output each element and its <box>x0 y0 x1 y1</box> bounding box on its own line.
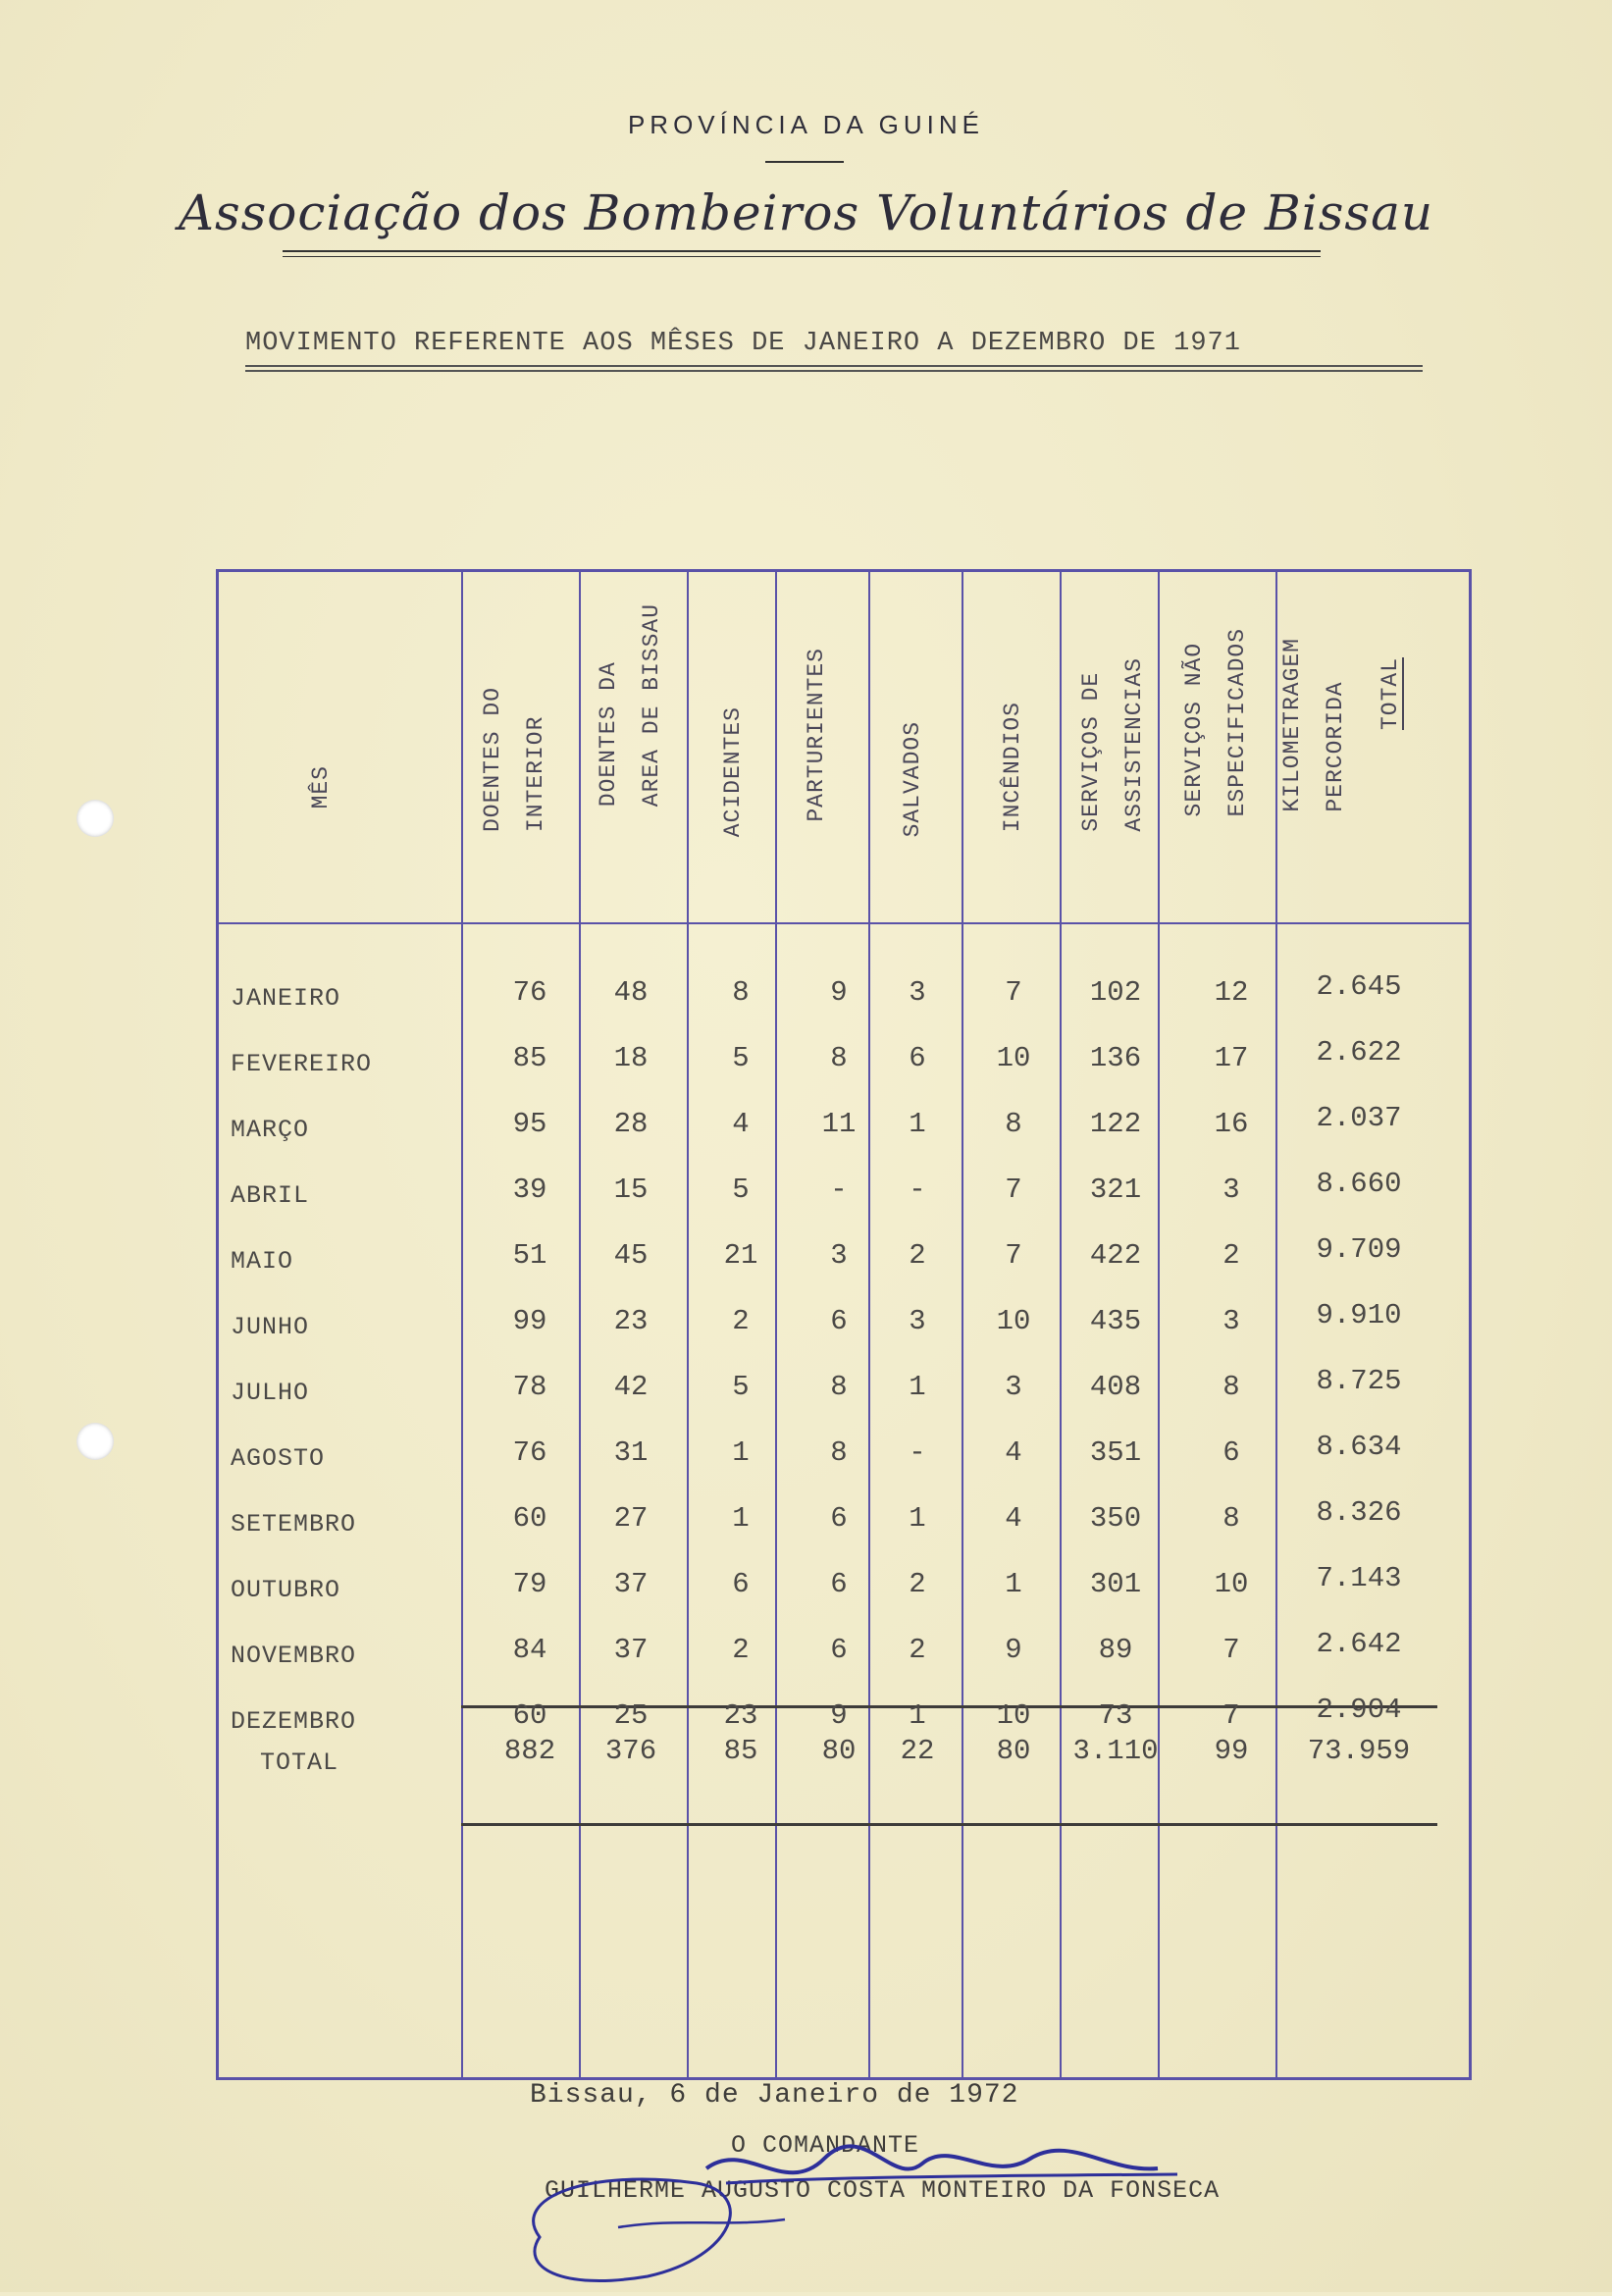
signatory-role: O COMANDANTE <box>731 2131 920 2160</box>
table-cell: 6 <box>830 1634 848 1666</box>
table-cell: 2 <box>909 1634 926 1666</box>
column-header-line: INTERIOR <box>523 715 548 833</box>
table-cell: 2.037 <box>1316 1102 1402 1134</box>
table-cell: 9 <box>1005 1634 1022 1666</box>
document-heading: MOVIMENTO REFERENTE AOS MÊSES DE JANEIRO A DEZEMBRO DE 1971 <box>245 329 1241 358</box>
signatory-name: GUILHERME AUGUSTO COSTA MONTEIRO DA FONSECA <box>545 2176 1221 2205</box>
table-header-divider <box>216 922 1472 924</box>
table-cell: 2.642 <box>1316 1628 1402 1660</box>
table-cell: 11 <box>821 1108 857 1140</box>
table-cell: 7 <box>1222 1634 1240 1666</box>
table-cell: - <box>830 1174 848 1206</box>
table-column-divider <box>461 569 463 2080</box>
table-cell: 7 <box>1005 976 1022 1009</box>
total-cell: 73.959 <box>1307 1735 1411 1767</box>
association-name: Associação dos Bombeiros Voluntários de Bissau <box>178 184 1434 241</box>
table-cell: 321 <box>1089 1174 1142 1206</box>
table-cell: 350 <box>1089 1502 1142 1535</box>
column-header <box>1369 657 1412 730</box>
letterhead-rule-thin <box>283 256 1321 257</box>
table-cell: 1 <box>1005 1568 1022 1600</box>
table-cell: 9 <box>830 976 848 1009</box>
table-cell: 1 <box>909 1502 926 1535</box>
table-cell: 51 <box>512 1239 547 1272</box>
table-cell: 8 <box>1005 1108 1022 1140</box>
table-cell: 6 <box>1222 1436 1240 1469</box>
table-cell: - <box>909 1174 926 1206</box>
table-cell: 21 <box>723 1239 758 1272</box>
punch-hole-bottom <box>77 1423 114 1460</box>
table-cell: 23 <box>723 1699 758 1732</box>
totals-label: TOTAL <box>260 1748 339 1777</box>
table-cell: 79 <box>512 1568 547 1600</box>
table-cell: 27 <box>613 1502 649 1535</box>
table-cell: 10 <box>996 1699 1031 1732</box>
table-cell: 3 <box>830 1239 848 1272</box>
total-cell: 99 <box>1214 1735 1249 1767</box>
province-rule <box>765 161 844 163</box>
total-cell: 85 <box>723 1735 758 1767</box>
table-cell: 102 <box>1089 976 1142 1009</box>
table-cell: 10 <box>996 1042 1031 1074</box>
table-cell: 122 <box>1089 1108 1142 1140</box>
column-header-line: ESPECIFICADOS <box>1224 628 1250 817</box>
table-cell: 5 <box>732 1042 750 1074</box>
table-cell: 9 <box>830 1699 848 1732</box>
table-cell: 351 <box>1089 1436 1142 1469</box>
totals-rule-bottom <box>461 1823 1437 1826</box>
table-cell: 9.910 <box>1316 1299 1402 1331</box>
column-header-line: SERVIÇOS DE <box>1078 671 1104 832</box>
table-cell: 89 <box>1098 1634 1133 1666</box>
total-cell: 80 <box>821 1735 857 1767</box>
table-cell: 8 <box>1222 1371 1240 1403</box>
table-cell: 3 <box>909 976 926 1009</box>
table-cell: 73 <box>1098 1699 1133 1732</box>
row-month-label: SETEMBRO <box>231 1510 357 1539</box>
column-header-line: SERVIÇOS NÃO <box>1181 642 1207 817</box>
table-cell: 435 <box>1089 1305 1142 1337</box>
table-cell: 76 <box>512 976 547 1009</box>
column-header <box>891 721 934 837</box>
column-header-line: ACIDENTES <box>720 706 746 838</box>
total-cell: 80 <box>996 1735 1031 1767</box>
table-cell: 25 <box>613 1699 649 1732</box>
table-cell: 3 <box>909 1305 926 1337</box>
table-cell: 5 <box>732 1174 750 1206</box>
table-cell: 7 <box>1222 1699 1240 1732</box>
row-month-label: AGOSTO <box>231 1444 326 1473</box>
table-cell: 2.645 <box>1316 970 1402 1003</box>
total-cell: 882 <box>503 1735 556 1767</box>
table-cell: 12 <box>1214 976 1249 1009</box>
total-cell: 22 <box>900 1735 935 1767</box>
table-cell: 7 <box>1005 1239 1022 1272</box>
table-cell: 1 <box>909 1371 926 1403</box>
table-cell: 10 <box>996 1305 1031 1337</box>
column-header-line: KILOMETRAGEM <box>1279 638 1305 812</box>
table-cell: 3 <box>1222 1174 1240 1206</box>
table-cell: 2 <box>1222 1239 1240 1272</box>
table-cell: 4 <box>732 1108 750 1140</box>
table-cell: 2 <box>909 1568 926 1600</box>
table-cell: 18 <box>613 1042 649 1074</box>
table-cell: 23 <box>613 1305 649 1337</box>
column-header-line: SALVADOS <box>900 721 925 838</box>
row-month-label: FEVEREIRO <box>231 1050 373 1078</box>
row-month-label: JULHO <box>231 1379 310 1407</box>
province-title: PROVÍNCIA DA GUINÉ <box>627 110 985 139</box>
table-cell: 45 <box>613 1239 649 1272</box>
table-cell: 136 <box>1089 1042 1142 1074</box>
total-cell: 3.110 <box>1072 1735 1159 1767</box>
heading-underline-double <box>245 370 1423 372</box>
column-header <box>795 648 838 822</box>
column-header <box>471 687 557 832</box>
punch-hole-top <box>77 800 114 837</box>
table-cell: 7 <box>1005 1174 1022 1206</box>
row-month-label: JANEIRO <box>231 984 341 1013</box>
row-month-label: MARÇO <box>231 1116 310 1144</box>
table-cell: 39 <box>512 1174 547 1206</box>
column-header <box>1069 657 1156 832</box>
column-header-line: DOENTES DO <box>480 687 505 833</box>
table-cell: 42 <box>613 1371 649 1403</box>
table-cell: 422 <box>1089 1239 1142 1272</box>
table-cell: 2.622 <box>1316 1036 1402 1069</box>
table-cell: 99 <box>512 1305 547 1337</box>
table-cell: 48 <box>613 976 649 1009</box>
table-cell: 10 <box>1214 1568 1249 1600</box>
table-cell: 31 <box>613 1436 649 1469</box>
row-month-label: OUTUBRO <box>231 1576 341 1604</box>
column-header-line: TOTAL <box>1378 657 1403 731</box>
table-cell: 5 <box>732 1371 750 1403</box>
table-cell: 1 <box>732 1436 750 1469</box>
column-header <box>587 603 673 807</box>
table-cell: 301 <box>1089 1568 1142 1600</box>
column-header <box>991 702 1034 832</box>
column-header-line: AREA DE BISSAU <box>639 603 664 808</box>
table-cell: 60 <box>512 1502 547 1535</box>
column-header <box>711 706 754 837</box>
row-month-label: DEZEMBRO <box>231 1707 357 1736</box>
table-cell: 8 <box>732 976 750 1009</box>
row-month-label: JUNHO <box>231 1313 310 1341</box>
letterhead-rule <box>283 250 1321 252</box>
table-cell: 7.143 <box>1316 1562 1402 1594</box>
table-cell: 4 <box>1005 1436 1022 1469</box>
table-cell: 8 <box>830 1436 848 1469</box>
table-cell: 37 <box>613 1634 649 1666</box>
table-cell: 2.904 <box>1316 1694 1402 1726</box>
table-cell: 408 <box>1089 1371 1142 1403</box>
column-header-line: PERCORIDA <box>1323 681 1348 812</box>
table-cell: 6 <box>830 1305 848 1337</box>
table-cell: 16 <box>1214 1108 1249 1140</box>
table-cell: 6 <box>830 1502 848 1535</box>
column-header-line: INCÊNDIOS <box>1000 702 1025 833</box>
table-cell: 8 <box>1222 1502 1240 1535</box>
table-cell: 8.660 <box>1316 1168 1402 1200</box>
month-column-header: MÊS <box>308 765 334 809</box>
table-cell: 8.634 <box>1316 1431 1402 1463</box>
table-cell: 78 <box>512 1371 547 1403</box>
column-header <box>1271 638 1357 812</box>
table-cell: 1 <box>732 1502 750 1535</box>
column-header <box>1172 628 1259 816</box>
table-cell: 60 <box>512 1699 547 1732</box>
handwritten-signature <box>500 2129 1207 2296</box>
table-cell: 2 <box>732 1305 750 1337</box>
table-cell: 1 <box>909 1699 926 1732</box>
table-cell: 2 <box>732 1634 750 1666</box>
table-cell: 85 <box>512 1042 547 1074</box>
table-cell: 6 <box>830 1568 848 1600</box>
table-cell: 84 <box>512 1634 547 1666</box>
table-cell: 37 <box>613 1568 649 1600</box>
row-month-label: NOVEMBRO <box>231 1642 357 1670</box>
row-month-label: MAIO <box>231 1247 294 1276</box>
table-cell: 3 <box>1005 1371 1022 1403</box>
table-cell: 9.709 <box>1316 1233 1402 1266</box>
table-cell: 28 <box>613 1108 649 1140</box>
table-cell: 1 <box>909 1108 926 1140</box>
table-cell: 4 <box>1005 1502 1022 1535</box>
table-cell: 95 <box>512 1108 547 1140</box>
row-month-label: ABRIL <box>231 1181 310 1210</box>
table-cell: 6 <box>732 1568 750 1600</box>
column-header-line: ASSISTENCIAS <box>1121 657 1147 832</box>
total-cell: 376 <box>604 1735 657 1767</box>
table-cell: 8 <box>830 1042 848 1074</box>
table-cell: 2 <box>909 1239 926 1272</box>
column-header-line: DOENTES DA <box>596 661 621 808</box>
table-cell: 76 <box>512 1436 547 1469</box>
table-cell: 3 <box>1222 1305 1240 1337</box>
table-cell: 17 <box>1214 1042 1249 1074</box>
table-cell: 15 <box>613 1174 649 1206</box>
place-date: Bissau, 6 de Janeiro de 1972 <box>530 2080 1019 2111</box>
column-header-line: PARTURIENTES <box>804 648 829 822</box>
table-cell: 8.326 <box>1316 1496 1402 1529</box>
table-cell: 8.725 <box>1316 1365 1402 1397</box>
table-cell: 8 <box>830 1371 848 1403</box>
table-cell: - <box>909 1436 926 1469</box>
heading-underline <box>245 365 1423 367</box>
table-cell: 6 <box>909 1042 926 1074</box>
